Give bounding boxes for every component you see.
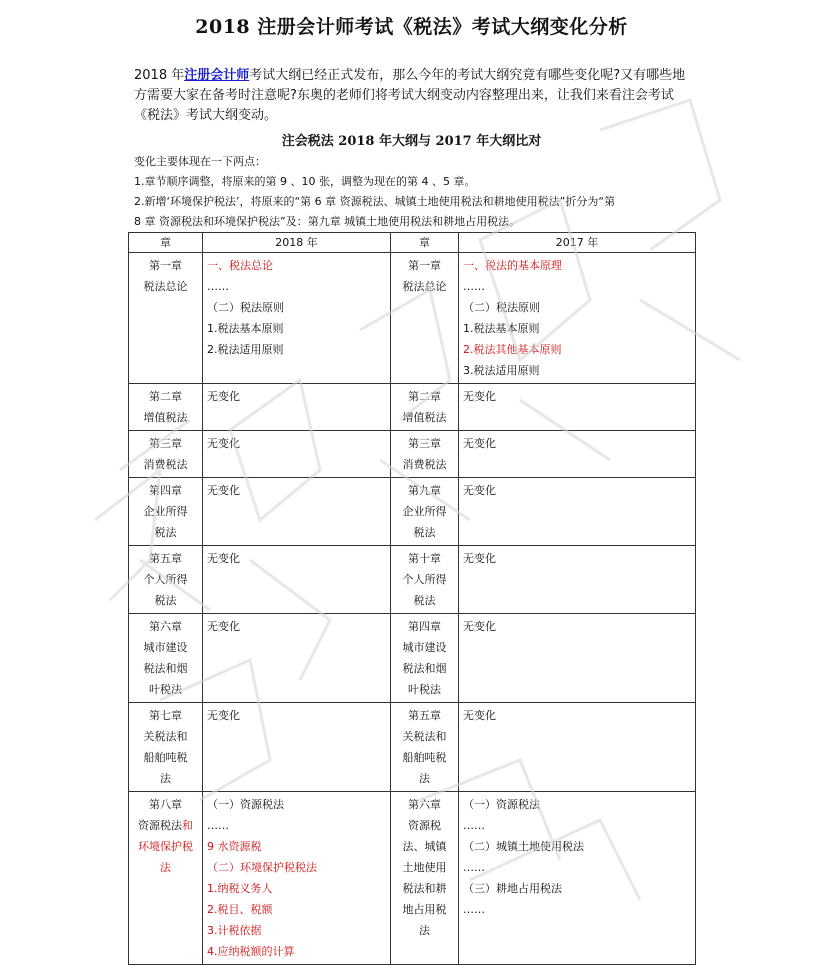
- content-2017-cell: [459, 614, 696, 703]
- chapter-2018-cell: [129, 384, 203, 431]
- content-2018-cell: [203, 614, 391, 703]
- table-row: [129, 703, 696, 792]
- content-2017-cell: [459, 546, 696, 614]
- table-row: [129, 614, 696, 703]
- chapter-label: 船舶吨税: [143, 751, 188, 764]
- outline-line: 2.税法适用原则: [207, 343, 284, 356]
- chapter-label: 税法: [413, 526, 436, 539]
- outline-line: 3.计税依据: [207, 924, 262, 937]
- content-2017-cell: [459, 253, 696, 384]
- chapter-2017-cell: [391, 478, 459, 546]
- outline-line: ……: [463, 861, 485, 874]
- chapter-label: 第三章: [149, 437, 182, 450]
- content-2017-cell: [459, 478, 696, 546]
- outline-line: （一）资源税法: [463, 798, 540, 811]
- outline-line: （二）税法原则: [207, 301, 284, 314]
- chapter-label: 企业所得: [402, 505, 447, 518]
- chapter-label: 税法和耕: [402, 882, 447, 895]
- chapter-2018-cell: [129, 792, 203, 965]
- note-line: 2.新增‘环境保护税法’，将原来的“第 6 章 资源税法、城镇土地使用税法和耕地使用税法”折分为“第: [134, 195, 616, 208]
- chapter-label: 第三章: [408, 437, 441, 450]
- chapter-label: 第八章: [149, 798, 182, 811]
- outline-line: 1.纳税义务人: [207, 882, 273, 895]
- header-2018: 2018 年: [203, 233, 391, 253]
- outline-line: （二）环境保护税税法: [207, 861, 317, 874]
- outline-line: 无变化: [463, 390, 496, 403]
- chapter-2017-cell: [391, 384, 459, 431]
- chapter-2018-cell: [129, 478, 203, 546]
- content-2018-cell: [203, 703, 391, 792]
- chapter-2017-cell: [391, 431, 459, 478]
- chapter-label: 第五章: [408, 709, 441, 722]
- outline-line: 无变化: [207, 620, 240, 633]
- header-2017: 2017 年: [459, 233, 696, 253]
- content-2017-cell: [459, 703, 696, 792]
- chapter-label: [133, 815, 198, 836]
- comparison-subtitle: 注会税法 2018 年大纲与 2017 年大纲比对: [281, 134, 542, 149]
- chapter-label: 税法: [154, 526, 177, 539]
- chapter-label: 消费税法: [402, 458, 447, 471]
- header-chapter-2017: 章: [391, 233, 459, 253]
- chapter-label: 第一章: [149, 259, 182, 272]
- chapter-label: 第二章: [149, 390, 182, 403]
- outline-line: ……: [207, 280, 229, 293]
- intro-suffix: 考试大纲已经正式发布，那么今年的考试大纲究竟有哪些变化呢?又有哪些地方需要大家在备考时注意呢?东奥的老师们将考试大纲变动内容整理出来，让我们来看注会考试《税法》考试大纲变动。: [134, 68, 686, 123]
- chapter-label: 城市建设: [402, 641, 447, 654]
- page-title: 2018 注册会计师考试《税法》考试大纲变化分析: [195, 16, 628, 38]
- content-2018-cell: [203, 792, 391, 965]
- table-body: [129, 253, 696, 965]
- outline-line: ……: [207, 819, 229, 832]
- content-2018-cell: [203, 384, 391, 431]
- content-2018-cell: [203, 253, 391, 384]
- chapter-label: 第七章: [149, 709, 182, 722]
- chapter-label: 税法: [154, 594, 177, 607]
- outline-line: 无变化: [207, 709, 240, 722]
- outline-line: 2.税法其他基本原则: [463, 343, 562, 356]
- chapter-label: 税法总论: [143, 280, 188, 293]
- chapter-2018-cell: [129, 703, 203, 792]
- outline-line: 无变化: [463, 552, 496, 565]
- outline-line: （三）耕地占用税法: [463, 882, 562, 895]
- chapter-2018-cell: [129, 431, 203, 478]
- chapter-label: 第二章: [408, 390, 441, 403]
- outline-line: 1.税法基本原则: [207, 322, 284, 335]
- outline-line: 无变化: [463, 484, 496, 497]
- content-2017-cell: [459, 384, 696, 431]
- chapter-label: 第四章: [408, 620, 441, 633]
- chapter-label: 企业所得: [143, 505, 188, 518]
- chapter-label: 增值税法: [143, 411, 188, 424]
- cpa-link[interactable]: 注册会计师: [184, 68, 250, 83]
- note-line: 1.章节顺序调整，将原来的第 9 、10 张，调整为现在的第 4 、5 章。: [134, 175, 476, 188]
- chapter-label: 法: [160, 772, 171, 785]
- chapter-label: 消费税法: [143, 458, 188, 471]
- table-row: [129, 253, 696, 384]
- change-notes: [134, 152, 694, 232]
- chapter-2017-cell: [391, 546, 459, 614]
- outline-line: 无变化: [207, 552, 240, 565]
- chapter-2018-cell: [129, 546, 203, 614]
- chapter-label: 第十章: [408, 552, 441, 565]
- chapter-label: 第一章: [408, 259, 441, 272]
- chapter-label: 增值税法: [402, 411, 447, 424]
- chapter-label: 土地使用: [402, 861, 447, 874]
- chapter-label: 地占用税: [402, 903, 447, 916]
- chapter-label: 资源税: [408, 819, 441, 832]
- outline-line: 无变化: [463, 620, 496, 633]
- outline-line: 无变化: [207, 437, 240, 450]
- outline-line: 无变化: [207, 390, 240, 403]
- chapter-2018-cell: [129, 253, 203, 384]
- chapter-2017-cell: [391, 703, 459, 792]
- table-row: [129, 478, 696, 546]
- chapter-label: 税法和烟: [402, 662, 447, 675]
- content-2017-cell: [459, 431, 696, 478]
- intro-paragraph: [134, 66, 694, 126]
- content-2018-cell: [203, 431, 391, 478]
- chapter-label: 第九章: [408, 484, 441, 497]
- chapter-label: 第四章: [149, 484, 182, 497]
- chapter-label: 法: [419, 924, 430, 937]
- chapter-label: 第六章: [408, 798, 441, 811]
- chapter-label: 税法总论: [402, 280, 447, 293]
- content-2018-cell: [203, 546, 391, 614]
- chapter-2017-cell: [391, 614, 459, 703]
- chapter-label: 法、城镇: [402, 840, 447, 853]
- outline-line: （二）城镇土地使用税法: [463, 840, 584, 853]
- table-row: [129, 384, 696, 431]
- chapter-2017-cell: [391, 792, 459, 965]
- comparison-table: [128, 232, 696, 965]
- chapter-label: 法: [160, 861, 171, 874]
- chapter-label: 个人所得: [143, 573, 188, 586]
- chapter-label: 关税法和: [143, 730, 188, 743]
- outline-line: 无变化: [207, 484, 240, 497]
- chapter-label: 环境保护税: [138, 840, 193, 853]
- chapter-label: 个人所得: [402, 573, 447, 586]
- chapter-2017-cell: [391, 253, 459, 384]
- chapter-label: 第五章: [149, 552, 182, 565]
- outline-line: （一）资源税法: [207, 798, 284, 811]
- header-chapter-2018: 章: [129, 233, 203, 253]
- outline-line: 9 水资源税: [207, 840, 262, 853]
- chapter-2018-cell: [129, 614, 203, 703]
- chapter-label: 关税法和: [402, 730, 447, 743]
- chapter-label: 法: [419, 772, 430, 785]
- chapter-label: 叶税法: [408, 683, 441, 696]
- chapter-label-part: 资源税法: [138, 819, 182, 832]
- content-2018-cell: [203, 478, 391, 546]
- outline-line: ……: [463, 903, 485, 916]
- table-header-row: [129, 233, 696, 253]
- outline-line: ……: [463, 280, 485, 293]
- outline-line: 一、税法的基本原理: [463, 259, 562, 272]
- chapter-label-part: 和: [182, 819, 193, 832]
- intro-prefix: 2018 年: [134, 68, 185, 83]
- table-row: [129, 546, 696, 614]
- outline-line: 一、税法总论: [207, 259, 273, 272]
- content-2017-cell: [459, 792, 696, 965]
- outline-line: ……: [463, 819, 485, 832]
- note-line: 变化主要体现在一下两点：: [134, 155, 266, 168]
- chapter-label: 城市建设: [143, 641, 188, 654]
- chapter-label: 税法: [413, 594, 436, 607]
- table-row: [129, 792, 696, 965]
- chapter-label: 税法和烟: [143, 662, 188, 675]
- chapter-label: 船舶吨税: [402, 751, 447, 764]
- outline-line: 3.税法适用原则: [463, 364, 540, 377]
- outline-line: （二）税法原则: [463, 301, 540, 314]
- note-line: 8 章 资源税法和环境保护税法”及：第九章 城镇土地使用税法和耕地占用税法。: [134, 215, 521, 228]
- chapter-label: 叶税法: [149, 683, 182, 696]
- chapter-label: 第六章: [149, 620, 182, 633]
- outline-line: 2.税目、税额: [207, 903, 273, 916]
- outline-line: 无变化: [463, 437, 496, 450]
- outline-line: 1.税法基本原则: [463, 322, 540, 335]
- outline-line: 4.应纳税额的计算: [207, 945, 295, 958]
- outline-line: 无变化: [463, 709, 496, 722]
- table-row: [129, 431, 696, 478]
